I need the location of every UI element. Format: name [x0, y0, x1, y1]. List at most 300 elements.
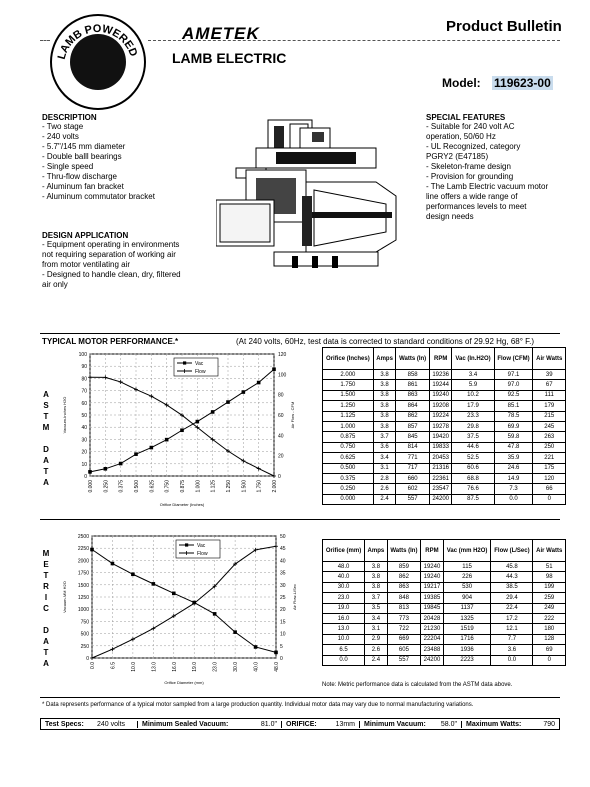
table-row [323, 442, 566, 452]
table-cell: 3.8 [373, 411, 396, 421]
brand-name: AMETEK [182, 24, 260, 43]
table-cell: 845 [396, 432, 429, 442]
orifice-label: ORIFICE: [281, 721, 321, 728]
table-cell: 30.0 [323, 582, 365, 592]
table-cell: 51 [533, 562, 566, 572]
vac-point [134, 452, 138, 456]
table-cell: 87.5 [452, 494, 494, 504]
table-cell: 2.4 [365, 655, 388, 665]
special-feature-item: PGRY2 (E47185) [426, 152, 489, 161]
table-cell: 3.8 [373, 390, 396, 400]
specs-volts: 240 volts [97, 720, 126, 728]
special-feature-item: - Suitable for 240 volt AC [426, 122, 515, 131]
table-cell: 3.8 [373, 380, 396, 390]
table-cell: 37.5 [452, 432, 494, 442]
table-row [323, 421, 566, 431]
table-cell: 78.5 [494, 411, 533, 421]
vertical-letter: T [43, 412, 49, 421]
table-row [323, 380, 566, 390]
description-item: - Double balll bearings [42, 152, 122, 161]
table-cell: 660 [396, 473, 429, 483]
y2-tick-label: 20 [280, 607, 286, 614]
model-label: Model: [442, 76, 481, 90]
table-cell: 120 [533, 473, 566, 483]
description-item: - Thru-flow discharge [42, 172, 117, 181]
table-cell: 23547 [429, 484, 452, 494]
logo-text: LAMB POWERED [55, 22, 140, 61]
design-application-item: from motor ventilating air [42, 260, 131, 269]
y2-axis-label: Air Flow-L/Sec [292, 583, 297, 611]
x-axis-label: Orifice Diameter (Inches) [159, 502, 205, 507]
y-tick-label: 10 [81, 461, 87, 468]
y-tick-label: 1000 [77, 607, 89, 614]
table-cell: 0 [533, 655, 566, 665]
table-cell: 3.8 [365, 572, 388, 582]
table-cell: 35.9 [494, 453, 533, 463]
table-cell: 44.3 [491, 572, 533, 582]
y2-tick-label: 40 [280, 558, 286, 565]
y2-tick-label: 60 [278, 413, 284, 419]
metric-performance-chart [56, 530, 318, 692]
min-sealed-label: Minimum Sealed Vacuum: [137, 721, 241, 728]
table-cell: 48.0 [323, 562, 365, 572]
table-cell: 3.8 [365, 582, 388, 592]
table-cell: 7.7 [491, 634, 533, 644]
table-cell: 19244 [429, 380, 452, 390]
table-header: Air Watts [533, 540, 566, 562]
lamb-powered-logo [50, 14, 146, 110]
min-vacuum-value: 58.0" [440, 720, 457, 728]
x-tick-label: 0.000 [88, 480, 94, 493]
table-cell: 2.9 [365, 634, 388, 644]
design-application-item: air only [42, 280, 68, 289]
table-header: Amps [373, 348, 396, 370]
section-rule-top [40, 333, 560, 334]
table-cell: 0 [533, 494, 566, 504]
special-feature-item: design needs [426, 212, 474, 221]
table-cell: 22.4 [491, 603, 533, 613]
table-cell: 19278 [429, 421, 452, 431]
legend-label: Flow [195, 369, 206, 375]
vac-point [180, 428, 184, 432]
table-cell: 0.0 [491, 655, 533, 665]
y2-tick-label: 0 [278, 474, 281, 480]
table-cell: 5.9 [452, 380, 494, 390]
table-cell: 605 [387, 645, 420, 655]
table-header: Orifice (mm) [323, 540, 365, 562]
y2-tick-label: 50 [280, 534, 286, 540]
legend-label: Flow [197, 551, 208, 557]
table-cell: 1.500 [323, 390, 374, 400]
table-row [323, 411, 566, 421]
legend-label: Vac [195, 361, 204, 367]
x-tick-label: 0.625 [149, 480, 156, 493]
table-cell: 0.0 [323, 655, 365, 665]
table-cell: 98 [533, 572, 566, 582]
table-cell: 199 [533, 582, 566, 592]
vac-point [257, 381, 261, 385]
table-cell: 19224 [429, 411, 452, 421]
table-cell: 858 [396, 370, 429, 380]
table-row [323, 634, 566, 644]
vertical-letter: I [44, 593, 48, 602]
special-feature-item: line offers a wide range of [426, 192, 518, 201]
vertical-letter: A [43, 456, 49, 465]
metric-data-table [322, 539, 566, 666]
design-application-item: - Equipment operating in environments [42, 240, 180, 249]
vertical-letter [41, 614, 51, 625]
table-row [323, 645, 566, 655]
vac-point [152, 582, 156, 586]
design-application-item: - Designed to handle clean, dry, filtered [42, 270, 181, 279]
table-cell: 249 [533, 603, 566, 613]
legend-marker [185, 543, 188, 546]
description-item: - Aluminum fan bracket [42, 182, 124, 191]
x-tick-label: 1.500 [241, 480, 248, 493]
y-tick-label: 80 [81, 376, 87, 383]
table-row [323, 494, 566, 504]
table-cell: 1.250 [323, 401, 374, 411]
table-cell: 773 [387, 613, 420, 623]
y-tick-label: 250 [80, 643, 89, 650]
table-cell: 3.6 [373, 442, 396, 452]
table-cell: 22204 [421, 634, 444, 644]
table-cell: 3.8 [373, 370, 396, 380]
table-cell: 14.9 [494, 473, 533, 483]
table-cell: 3.6 [491, 645, 533, 655]
table-cell: 250 [533, 442, 566, 452]
table-cell: 60.6 [452, 463, 494, 473]
table-cell: 19833 [429, 442, 452, 452]
table-cell: 862 [396, 411, 429, 421]
footnote: * Data represents performance of a typical motor sampled from a large production quantity. Individual motor data may vary due to normal manufacturing variations. [42, 702, 474, 708]
table-cell: 19.0 [323, 603, 365, 613]
y2-tick-label: 120 [278, 352, 287, 358]
table-cell: 19240 [421, 572, 444, 582]
table-cell: 22361 [429, 473, 452, 483]
description-item: - Aluminum commutator bracket [42, 192, 155, 201]
model-number: 119623-00 [494, 76, 551, 90]
x-tick-label: 1.125 [210, 480, 217, 493]
y2-tick-label: 0 [280, 656, 283, 662]
table-cell: 904 [443, 593, 491, 603]
x-tick-label: 30.0 [233, 662, 240, 672]
y-tick-label: 30 [81, 437, 87, 444]
table-cell: 69 [533, 645, 566, 655]
vac-point [131, 572, 135, 576]
metric-note: Note: Metric performance data is calculated from the ASTM data above. [322, 682, 513, 688]
table-cell: 3.8 [373, 401, 396, 411]
table-row [323, 655, 566, 665]
x-tick-label: 19.0 [192, 662, 199, 672]
table-cell: 13.0 [323, 624, 365, 634]
metric-data-vertical-label [41, 548, 51, 669]
table-cell: 19236 [429, 370, 452, 380]
vertical-letter: M [42, 423, 50, 432]
table-cell: 12.1 [491, 624, 533, 634]
astm-data-table [322, 347, 566, 505]
description-section [42, 113, 155, 202]
table-header: Vac (mm H2O) [443, 540, 491, 562]
table-cell: 23.0 [323, 593, 365, 603]
table-cell: 24200 [421, 655, 444, 665]
table-cell: 722 [387, 624, 420, 634]
x-tick-label: 13.0 [151, 662, 158, 672]
table-cell: 259 [533, 593, 566, 603]
vertical-letter: D [43, 445, 49, 454]
vac-point [119, 462, 123, 466]
description-item: - Single speed [42, 162, 94, 171]
table-header: Flow (L/Sec) [491, 540, 533, 562]
table-cell: 97.1 [494, 370, 533, 380]
table-cell: 3.4 [452, 370, 494, 380]
table-cell: 2.000 [323, 370, 374, 380]
table-cell: 1.125 [323, 411, 374, 421]
table-cell: 16.0 [323, 613, 365, 623]
y2-tick-label: 15 [280, 619, 286, 626]
table-cell: 180 [533, 624, 566, 634]
table-cell: 20453 [429, 453, 452, 463]
vac-point [111, 562, 115, 566]
table-cell: 45.8 [491, 562, 533, 572]
performance-title: TYPICAL MOTOR PERFORMANCE.* [42, 337, 179, 346]
special-feature-item: operation, 50/60 Hz [426, 132, 496, 141]
table-cell: 862 [387, 572, 420, 582]
vac-point [88, 470, 92, 474]
x-axis-label: Orifice Diameter (mm) [164, 680, 204, 685]
vac-point [104, 467, 108, 471]
table-cell: 0.375 [323, 473, 374, 483]
vac-point [150, 446, 154, 450]
table-cell: 557 [387, 655, 420, 665]
description-list [42, 122, 155, 202]
section-rule-bottom [40, 697, 560, 698]
table-row [323, 603, 566, 613]
vertical-letter: C [43, 604, 49, 613]
table-cell: 602 [396, 484, 429, 494]
x-tick-label: 48.0 [274, 662, 280, 672]
table-row [323, 624, 566, 634]
table-cell: 2.4 [373, 494, 396, 504]
y-tick-label: 60 [81, 400, 87, 407]
table-cell: 40.0 [323, 572, 365, 582]
vertical-letter: M [42, 549, 50, 558]
x-tick-label: 0.500 [134, 480, 140, 493]
y-tick-label: 1250 [77, 595, 89, 601]
table-row [323, 613, 566, 623]
table-cell: 0.000 [323, 494, 374, 504]
x-tick-label: 1.250 [226, 480, 232, 493]
y2-tick-label: 35 [280, 570, 286, 577]
y2-tick-label: 80 [278, 392, 284, 399]
y-tick-label: 1750 [77, 570, 89, 577]
design-application-title: DESIGN APPLICATION [42, 231, 129, 240]
table-cell: 221 [533, 453, 566, 463]
table-cell: 17.2 [491, 613, 533, 623]
table-cell: 1325 [443, 613, 491, 623]
vertical-letter: T [43, 648, 49, 657]
table-header: Vac (In.H2O) [452, 348, 494, 370]
design-application-item: not requiring separation of working air [42, 250, 176, 259]
table-cell: 111 [533, 390, 566, 400]
table-cell: 3.4 [365, 613, 388, 623]
table-cell: 226 [443, 572, 491, 582]
table-header: RPM [429, 348, 452, 370]
table-cell: 38.5 [491, 582, 533, 592]
table-cell: 92.5 [494, 390, 533, 400]
table-header: RPM [421, 540, 444, 562]
table-cell: 6.5 [323, 645, 365, 655]
x-tick-label: 0.750 [164, 480, 171, 493]
section-rule-mid [40, 519, 560, 520]
description-item: - Two stage [42, 122, 84, 131]
vertical-letter [41, 433, 51, 444]
legend-marker [183, 361, 186, 364]
vertical-letter: R [43, 582, 49, 591]
vac-point [274, 651, 278, 655]
vac-point [196, 420, 200, 424]
table-row [323, 453, 566, 463]
table-cell: 1936 [443, 645, 491, 655]
table-cell: 29.8 [452, 421, 494, 431]
table-cell: 2.6 [365, 645, 388, 655]
table-cell: 3.7 [373, 432, 396, 442]
table-cell: 67 [533, 380, 566, 390]
y-axis-label: Vacuum-MM H2O [62, 581, 67, 613]
special-feature-item: - Skeleton-frame design [426, 162, 511, 171]
legend-label: Vac [197, 543, 206, 549]
table-cell: 128 [533, 634, 566, 644]
table-cell: 3.5 [365, 603, 388, 613]
special-features-list [426, 122, 548, 222]
y-tick-label: 0 [86, 656, 89, 662]
table-cell: 857 [396, 421, 429, 431]
table-cell: 1.750 [323, 380, 374, 390]
table-cell: 24200 [429, 494, 452, 504]
table-cell: 1.000 [323, 421, 374, 431]
description-title: DESCRIPTION [42, 113, 97, 122]
vertical-letter: E [43, 560, 49, 569]
table-cell: 19240 [421, 562, 444, 572]
vac-point [226, 400, 230, 404]
table-cell: 2223 [443, 655, 491, 665]
vac-point [254, 645, 258, 649]
vac-point [213, 612, 217, 616]
table-header: Flow (CFM) [494, 348, 533, 370]
y-tick-label: 90 [81, 364, 87, 371]
x-tick-label: 1.000 [195, 480, 202, 493]
y2-tick-label: 5 [280, 643, 283, 650]
table-cell: 10.0 [323, 634, 365, 644]
y-tick-label: 40 [81, 425, 87, 432]
y-tick-label: 2500 [77, 534, 89, 540]
table-cell: 39 [533, 370, 566, 380]
y-tick-label: 1500 [77, 582, 89, 589]
table-row [323, 484, 566, 494]
table-row [323, 463, 566, 473]
y-tick-label: 70 [81, 388, 87, 395]
table-cell: 24.6 [494, 463, 533, 473]
table-cell: 52.5 [452, 453, 494, 463]
x-tick-label: 2.000 [272, 480, 278, 493]
x-tick-label: 40.0 [253, 662, 260, 672]
table-cell: 813 [387, 603, 420, 613]
x-tick-label: 0.875 [180, 480, 186, 493]
y-axis-label: Vacuum-Inches H2O [62, 396, 67, 434]
table-header: Air Watts [533, 348, 566, 370]
astm-data-vertical-label [41, 389, 51, 488]
table-row [323, 432, 566, 442]
table-cell: 861 [396, 380, 429, 390]
table-cell: 0.625 [323, 453, 374, 463]
table-row [323, 370, 566, 380]
y2-tick-label: 25 [280, 595, 286, 601]
special-feature-item: - Provision for grounding [426, 172, 514, 181]
y-tick-label: 2250 [77, 546, 89, 553]
y-tick-label: 0 [84, 474, 87, 480]
test-specs-bar [40, 718, 560, 730]
table-cell: 23488 [421, 645, 444, 655]
table-cell: 0.250 [323, 484, 374, 494]
table-cell: 859 [387, 562, 420, 572]
table-cell: 44.6 [452, 442, 494, 452]
table-cell: 68.8 [452, 473, 494, 483]
table-header: Watts (In) [396, 348, 429, 370]
table-header: Orifice (Inches) [323, 348, 374, 370]
x-tick-label: 23.0 [212, 662, 219, 672]
vertical-letter: T [43, 467, 49, 476]
table-cell: 1519 [443, 624, 491, 634]
logo-ring-text [50, 14, 146, 110]
table-cell: 848 [387, 593, 420, 603]
table-cell: 864 [396, 401, 429, 411]
y2-tick-label: 45 [280, 546, 286, 553]
svg-text:LAMB POWERED [56, 23, 140, 61]
y-tick-label: 50 [81, 413, 87, 419]
table-cell: 3.1 [373, 463, 396, 473]
table-cell: 19208 [429, 401, 452, 411]
table-cell: 19217 [421, 582, 444, 592]
vac-point [242, 390, 246, 394]
table-cell: 23.3 [452, 411, 494, 421]
max-watts-label: Maximum Watts: [461, 721, 527, 728]
table-cell: 97.0 [494, 380, 533, 390]
table-cell: 19845 [421, 603, 444, 613]
table-row [323, 582, 566, 592]
special-features-title: SPECIAL FEATURES [426, 113, 506, 122]
logo-dash-left [40, 40, 50, 41]
table-cell: 21230 [421, 624, 444, 634]
table-cell: 3.1 [365, 624, 388, 634]
table-cell: 19385 [421, 593, 444, 603]
table-cell: 29.4 [491, 593, 533, 603]
table-cell: 557 [396, 494, 429, 504]
y2-tick-label: 100 [278, 372, 287, 379]
table-cell: 2.8 [373, 473, 396, 483]
special-feature-item: - UL Recognized, category [426, 142, 521, 151]
vertical-letter: A [43, 659, 49, 668]
table-cell: 0.875 [323, 432, 374, 442]
vertical-letter: A [43, 637, 49, 646]
y2-tick-label: 20 [278, 453, 284, 460]
description-item: - 5.7"/145 mm diameter [42, 142, 126, 151]
astm-performance-chart [56, 348, 318, 508]
table-cell: 69.9 [494, 421, 533, 431]
table-cell: 717 [396, 463, 429, 473]
table-row [323, 593, 566, 603]
special-feature-item: performances levels to meet [426, 202, 527, 211]
table-cell: 3.7 [365, 593, 388, 603]
